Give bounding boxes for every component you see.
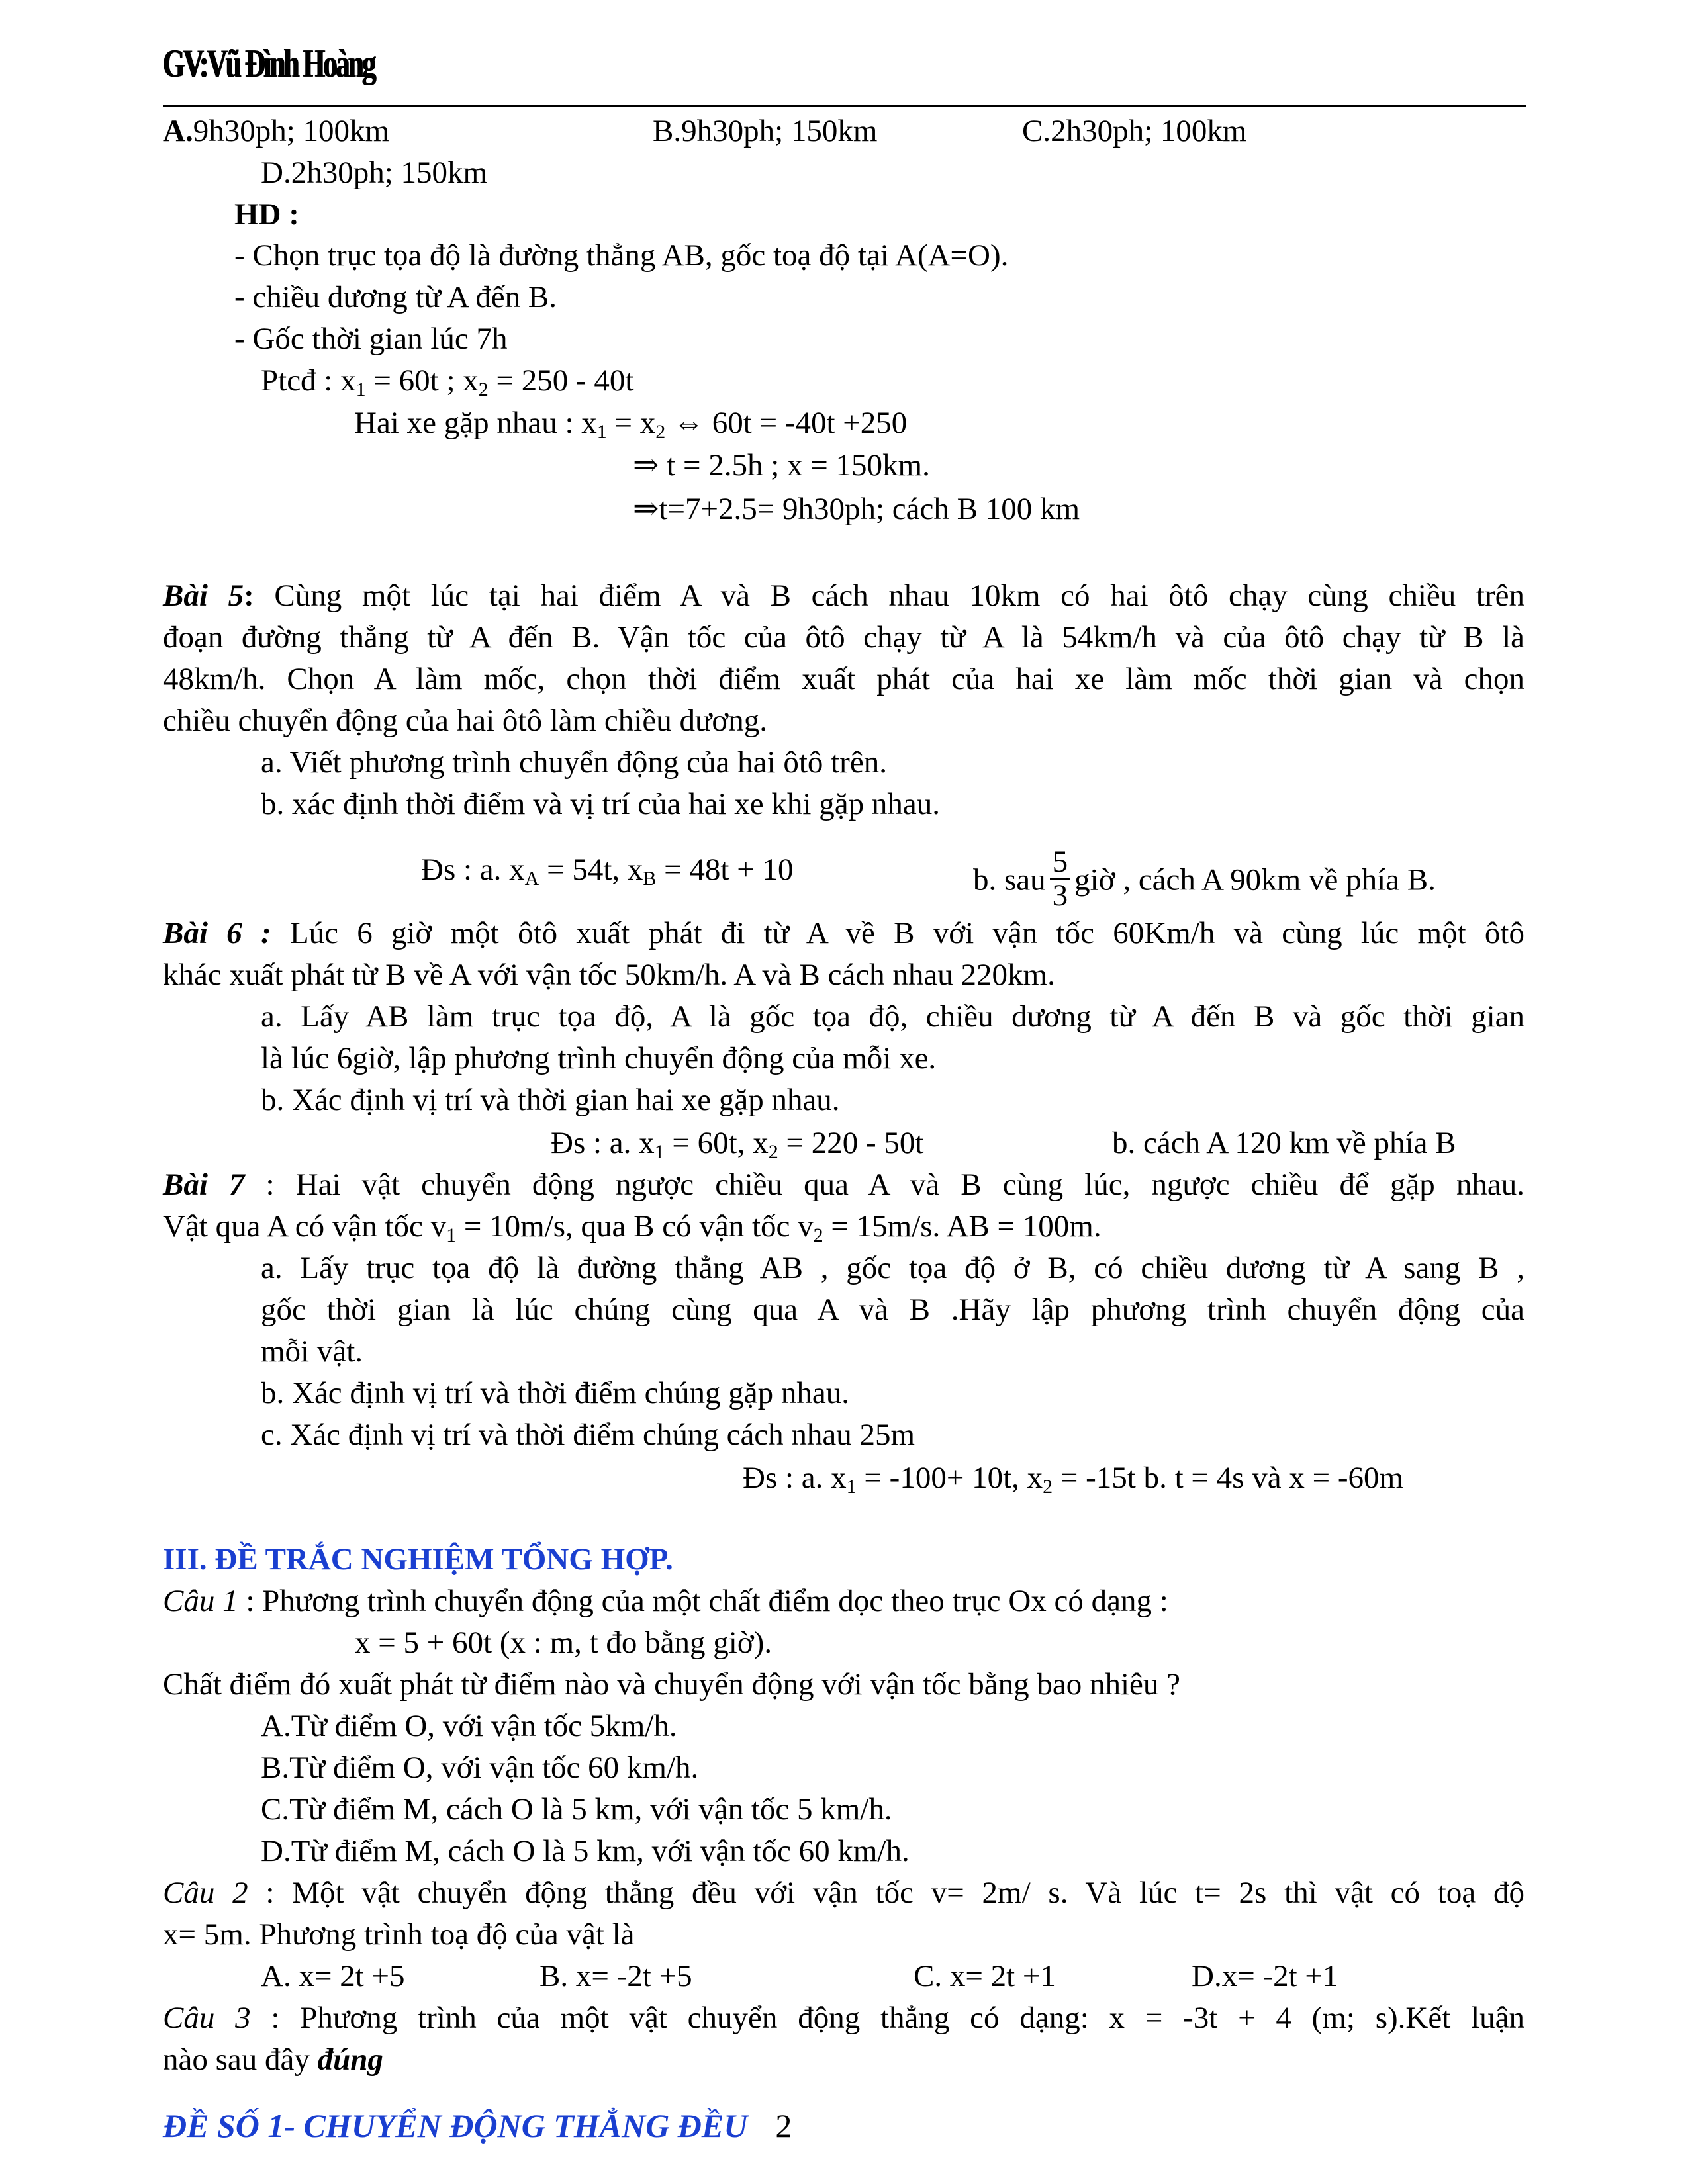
author-name: GV:Vũ Đình Hoàng: [163, 42, 375, 85]
bai6-answer-b: b. cách A 120 km về phía B: [1112, 1126, 1456, 1160]
meet-equation: Hai xe gặp nhau : $x_1 = x_2$ ⇔ 60t = -40t +250: [354, 406, 908, 443]
bai5-part-b: b. xác định thời điểm và vị trí của hai xe khi gặp nhau.: [261, 787, 940, 821]
section-title: III. ĐỀ TRẮC NGHIỆM TỔNG HỢP.: [163, 1542, 673, 1576]
ptcd-equation: Ptcđ : $x_1 = 60t$ ; $x_2 = 250 - 40t$: [261, 363, 634, 400]
cau2-option: C. x= 2t +1: [914, 1959, 1056, 1993]
option-d: D.2h30ph; 150km: [261, 156, 488, 190]
bai6-part-a: a. Lấy AB làm trục tọa độ, A là gốc tọa độ, chiều dương từ A đến B và gốc thời gian: [261, 999, 1524, 1034]
bai6-line: khác xuất phát từ B về A với vận tốc 50km/h. A và B cách nhau 220km.: [163, 958, 1055, 992]
bai7-answer: Đs : a. $x_1 = -100+ 10t$, $x_2 = -15t$ b. t = 4s và x = -60m: [743, 1461, 1404, 1498]
cau3-question: nào sau đây đúng: [163, 2042, 383, 2077]
page-number: 2: [775, 2107, 792, 2144]
cau1-option: D.Từ điểm M, cách O là 5 km, với vận tốc 60 km/h.: [261, 1834, 910, 1868]
cau2-option: A. x= 2t +5: [261, 1959, 405, 1993]
option-b: B.9h30ph; 150km: [653, 114, 878, 148]
cau2-option: B. x= -2t +5: [539, 1959, 692, 1993]
result-line: ⇒ t = 2.5h ; x = 150km.: [633, 448, 930, 482]
hd-title: HD :: [234, 197, 299, 232]
result-line: ⇒t=7+2.5= 9h30ph; cách B 100 km: [633, 492, 1080, 526]
bai7-part-a: mỗi vật.: [261, 1334, 363, 1369]
bai5-line: Bài 5: Cùng một lúc tại hai điểm A và B cách nhau 10km có hai ôtô chạy cùng chiều trên: [163, 578, 1524, 613]
bai7-line: Vật qua A có vận tốc $v_1 = 10m/s$, qua B có vận tốc $v_2 = 15m/s$. AB = 100m.: [163, 1209, 1102, 1246]
bai7-line: Bài 7 : Hai vật chuyển động ngược chiều qua A và B cùng lúc, ngược chiều để gặp nhau.: [163, 1167, 1524, 1202]
cau2-option: D.x= -2t +1: [1192, 1959, 1338, 1993]
cau1-question: Câu 1 : Phương trình chuyển động của một chất điểm dọc theo trục Ox có dạng :: [163, 1584, 1168, 1618]
page-header: [163, 41, 1526, 107]
bai5-part-a: a. Viết phương trình chuyển động của hai ôtô trên.: [261, 745, 887, 780]
bai5-line: chiều chuyển động của hai ôtô làm chiều dương.: [163, 704, 768, 738]
bai6-part-b: b. Xác định vị trí và thời gian hai xe gặp nhau.: [261, 1083, 840, 1117]
cau2-question: x= 5m. Phương trình toạ độ của vật là: [163, 1917, 635, 1952]
bai5-line: đoạn đường thẳng từ A đến B. Vận tốc của ôtô chạy từ A là 54km/h và của ôtô chạy từ B là: [163, 620, 1524, 655]
bai5-answer-a: Đs : a. $x_A = 54t$, $x_B = 48t + 10$: [421, 852, 794, 889]
cau1-option: B.Từ điểm O, với vận tốc 60 km/h.: [261, 1751, 699, 1785]
bai7-part-c: c. Xác định vị trí và thời điểm chúng cách nhau 25m: [261, 1418, 915, 1452]
cau3-question: Câu 3 : Phương trình của một vật chuyển động thẳng có dạng: x = -3t + 4 (m; s).Kết luận: [163, 2001, 1524, 2035]
option-a: A.9h30ph; 100km: [163, 114, 390, 148]
cau1-option: C.Từ điểm M, cách O là 5 km, với vận tốc 5 km/h.: [261, 1792, 892, 1827]
cau1-equation: x = 5 + 60t (x : m, t đo bằng giờ).: [355, 1625, 773, 1660]
bai6-part-a: là lúc 6giờ, lập phương trình chuyển động của mỗi xe.: [261, 1041, 937, 1075]
fraction-five-thirds: $\frac{5}{3}$: [1050, 846, 1071, 911]
bai7-part-b: b. Xác định vị trí và thời điểm chúng gặp nhau.: [261, 1376, 849, 1410]
hd-line: - chiều dương từ A đến B.: [234, 280, 557, 314]
cau1-option: A.Từ điểm O, với vận tốc 5km/h.: [261, 1709, 677, 1743]
bai5-answer-b: b. sau $\frac{5}{3}$ giờ , cách A 90km về phía B.: [973, 844, 1436, 913]
bai7-part-a: a. Lấy trục tọa độ là đường thẳng AB , gốc tọa độ ở B, có chiều dương từ A sang B ,: [261, 1251, 1524, 1285]
page-footer: ĐỀ SỐ 1- CHUYỂN ĐỘNG THẲNG ĐỀU 2: [163, 2107, 792, 2144]
cau2-question: Câu 2 : Một vật chuyển động thẳng đều với vận tốc v= 2m/ s. Và lúc t= 2s thì vật có toạ độ: [163, 1876, 1524, 1910]
option-c: C.2h30ph; 100km: [1022, 114, 1247, 148]
hd-line: - Gốc thời gian lúc 7h: [234, 322, 508, 356]
bai7-part-a: gốc thời gian là lúc chúng cùng qua A và B .Hãy lập phương trình chuyển động của: [261, 1293, 1524, 1327]
bai5-line: 48km/h. Chọn A làm mốc, chọn thời điểm xuất phát của hai xe làm mốc thời gian và chọn: [163, 662, 1524, 696]
bai6-answer-a: Đs : a. $x_1 = 60t$, $x_2 = 220 - 50t$: [551, 1126, 924, 1163]
hd-line: - Chọn trục tọa độ là đường thẳng AB, gốc toạ độ tại A(A=O).: [234, 238, 1009, 273]
header-rule: [163, 105, 1526, 107]
bai6-line: Bài 6 : Lúc 6 giờ một ôtô xuất phát đi từ A về B với vận tốc 60Km/h và cùng lúc một ôtô: [163, 916, 1524, 950]
cau1-question: Chất điểm đó xuất phát từ điểm nào và chuyển động với vận tốc bằng bao nhiêu ?: [163, 1667, 1180, 1702]
